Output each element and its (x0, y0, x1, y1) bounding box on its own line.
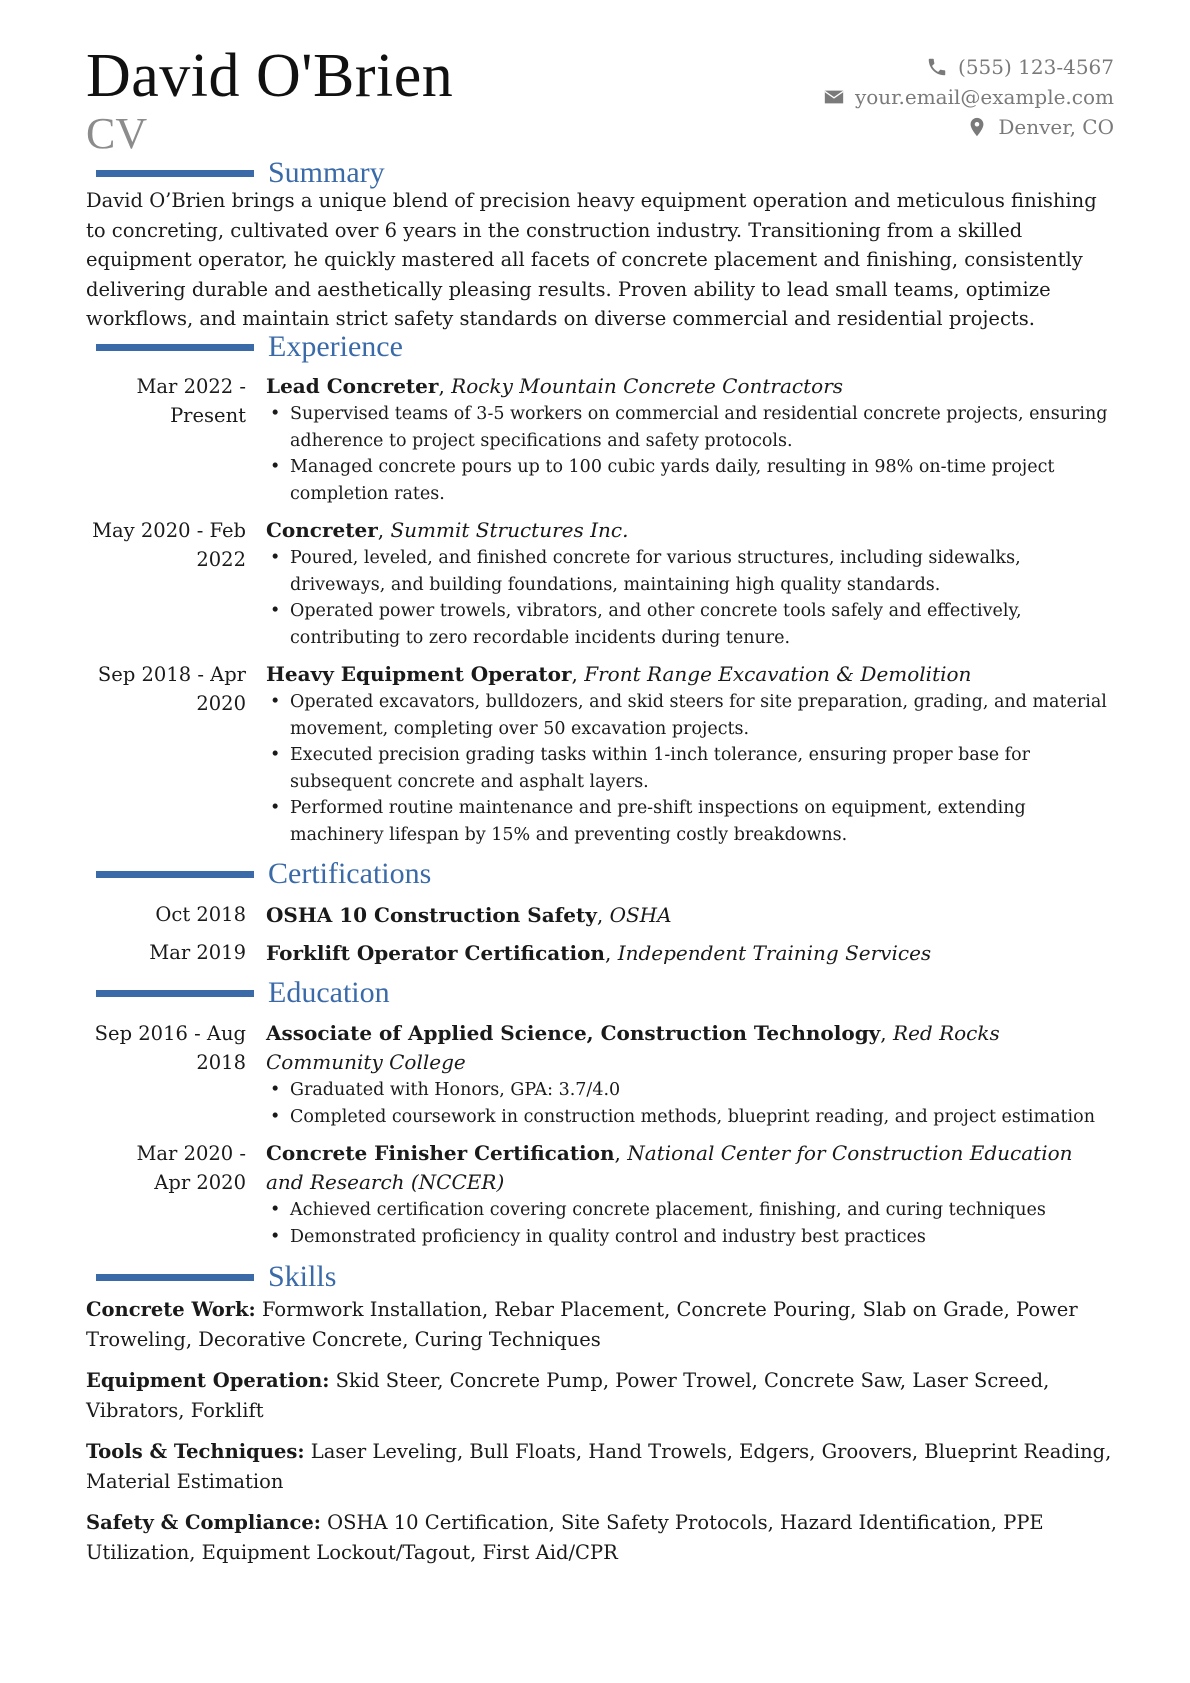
skill-group (86, 1508, 1116, 1567)
contact-block (823, 52, 1114, 142)
entry-organization: OSHA (609, 903, 672, 927)
date-end: 2022 (196, 548, 246, 571)
contact-location-row (823, 112, 1114, 142)
skill-group-label: Concrete Work: (86, 1298, 256, 1321)
entry-role: Heavy Equipment Operator (266, 662, 572, 686)
entry-date (86, 1019, 246, 1077)
skill-group-items: Formwork Installation, Rebar Placement, Concrete Pouring, Slab on Grade, Power Troweling, Decorative Concrete, Curing Techniques (86, 1298, 1078, 1351)
list-item: • Performed routine maintenance and pre-shift inspections on equipment, extending machinery lifespan by 15% and preventing costly breakdowns. (266, 795, 1116, 848)
entry-bullets (266, 401, 1116, 507)
section-header-experience (96, 330, 1096, 364)
section-header-skills (96, 1260, 1096, 1294)
list-item: • Supervised teams of 3-5 workers on commercial and residential concrete projects, ensuring adherence to project specifications and safety protocols. (266, 401, 1116, 454)
entry-heading: Heavy Equipment Operator, Front Range Excavation & Demolition (266, 662, 972, 686)
date-end: Present (170, 404, 246, 427)
entry-heading: Concrete Finisher Certification, National Center for Construction Education and Research (NCCER) (266, 1141, 1073, 1194)
date-start: Mar 2020 - (136, 1142, 246, 1165)
list-item: • Poured, leveled, and finished concrete for various structures, including sidewalks, driveways, and building foundations, maintaining high quality standards. (266, 545, 1116, 598)
list-item: • Operated power trowels, vibrators, and other concrete tools safely and effectively, contributing to zero recordable incidents during tenure. (266, 598, 1116, 651)
envelope-icon (823, 86, 845, 108)
entry-heading: Associate of Applied Science, Construction Technology, Red Rocks Community College (266, 1021, 1000, 1074)
section-accent-bar (96, 344, 254, 351)
skill-group (86, 1295, 1116, 1354)
entry-bullets (266, 1197, 1116, 1250)
date-end: 2020 (196, 692, 246, 715)
list-item: • Executed precision grading tasks within 1-inch tolerance, ensuring proper base for subsequent concrete and asphalt layers. (266, 742, 1116, 795)
entry-date (86, 660, 246, 718)
contact-email-row (823, 82, 1114, 112)
list-item: • Completed coursework in construction methods, blueprint reading, and project estimation (266, 1104, 1116, 1131)
summary-text: David O’Brien brings a unique blend of precision heavy equipment operation and meticulous finishing to concreting, cultivated over 6 years in the construction industry. Transitioning from a skilled equipment operator, he quickly mastered all facets of concrete placement and finishing, consistently delivering durable and aesthetically pleasing results. Proven ability to lead small teams, optimize workflows, and maintain strict safety standards on diverse commercial and residential projects. (86, 189, 1097, 331)
phone-icon (926, 56, 948, 78)
entry-heading: Concreter, Summit Structures Inc. (266, 518, 629, 542)
skill-group (86, 1437, 1116, 1496)
date-start: Sep 2016 - Aug (94, 1022, 246, 1045)
entry-date (86, 1139, 246, 1197)
date-start: May 2020 - Feb (92, 519, 246, 542)
date-end: 2018 (196, 1051, 246, 1074)
skill-group (86, 1366, 1116, 1425)
entry-bullets (266, 545, 1116, 651)
skill-group-items: OSHA 10 Certification, Site Safety Protocols, Hazard Identification, PPE Utilization, Equipment Lockout/Tagout, First Aid/CPR (86, 1511, 1044, 1564)
document-subtitle: CV (86, 109, 148, 158)
entry-body (266, 372, 1116, 507)
certification-name: Forklift Operator Certification (266, 941, 605, 965)
date-start: Sep 2018 - Apr (97, 663, 246, 686)
entry-heading: Forklift Operator Certification, Independent Training Services (266, 941, 932, 965)
certification-name: OSHA 10 Construction Safety (266, 903, 597, 927)
skill-group-items: Laser Leveling, Bull Floats, Hand Trowels, Edgers, Groovers, Blueprint Reading, Material Estimation (86, 1440, 1112, 1493)
certification-entry (86, 900, 1116, 930)
entry-degree: Associate of Applied Science, Construction Technology (266, 1021, 881, 1045)
entry-organization: Independent Training Services (617, 941, 932, 965)
entry-body (266, 516, 1116, 651)
section-title: Education (268, 976, 390, 1009)
map-pin-icon (966, 116, 988, 138)
entry-degree: Concrete Finisher Certification (266, 1141, 615, 1165)
section-header-education (96, 976, 1096, 1010)
section-accent-bar (96, 871, 254, 878)
entry-body (266, 1019, 1116, 1130)
entry-organization: Summit Structures Inc. (390, 518, 629, 542)
section-title: Skills (268, 1260, 337, 1293)
contact-location: Denver, CO (998, 115, 1114, 139)
section-accent-bar (96, 170, 254, 177)
entry-organization: Red Rocks Community College (266, 1021, 1000, 1074)
entry-body (266, 660, 1116, 848)
list-item: • Demonstrated proficiency in quality control and industry best practices (266, 1224, 1116, 1251)
skill-group-items: Skid Steer, Concrete Pump, Power Trowel, Concrete Saw, Laser Screed, Vibrators, Forklift (86, 1369, 1050, 1422)
contact-phone[interactable]: (555) 123-4567 (958, 55, 1114, 79)
skill-group-label: Tools & Techniques: (86, 1440, 305, 1463)
entry-organization: Rocky Mountain Concrete Contractors (451, 374, 844, 398)
list-item: • Achieved certification covering concrete placement, finishing, and curing techniques (266, 1197, 1116, 1224)
section-header-certifications (96, 857, 1096, 891)
entry-date: Oct 2018 (155, 903, 246, 926)
entry-organization: National Center for Construction Education and Research (NCCER) (266, 1141, 1073, 1194)
list-item: • Operated excavators, bulldozers, and skid steers for site preparation, grading, and material movement, completing over 50 excavation projects. (266, 689, 1116, 742)
skill-group-label: Equipment Operation: (86, 1369, 330, 1392)
entry-date (86, 516, 246, 574)
section-title: Summary (268, 156, 385, 189)
section-title: Experience (268, 330, 403, 363)
entry-body (266, 1139, 1116, 1250)
entry-bullets (266, 689, 1116, 848)
skill-group-label: Safety & Compliance: (86, 1511, 321, 1534)
entry-organization: Front Range Excavation & Demolition (584, 662, 972, 686)
section-title: Certifications (268, 857, 432, 890)
entry-bullets (266, 1077, 1116, 1130)
list-item: • Graduated with Honors, GPA: 3.7/4.0 (266, 1077, 1116, 1104)
entry-role: Lead Concreter (266, 374, 439, 398)
entry-date: Mar 2019 (149, 941, 246, 964)
section-accent-bar (96, 1274, 254, 1281)
contact-email[interactable]: your.email@example.com (854, 85, 1114, 109)
contact-phone-row (823, 52, 1114, 82)
entry-role: Concreter (266, 518, 378, 542)
entry-heading: Lead Concreter, Rocky Mountain Concrete Contractors (266, 374, 844, 398)
section-accent-bar (96, 990, 254, 997)
date-start: Mar 2022 - (136, 375, 246, 398)
candidate-name: David O'Brien (86, 42, 454, 110)
entry-date (86, 372, 246, 430)
certification-entry (86, 938, 1116, 968)
section-header-summary (96, 156, 1096, 190)
list-item: • Managed concrete pours up to 100 cubic yards daily, resulting in 98% on-time project completion rates. (266, 454, 1116, 507)
entry-heading: OSHA 10 Construction Safety, OSHA (266, 903, 672, 927)
date-end: Apr 2020 (154, 1171, 246, 1194)
